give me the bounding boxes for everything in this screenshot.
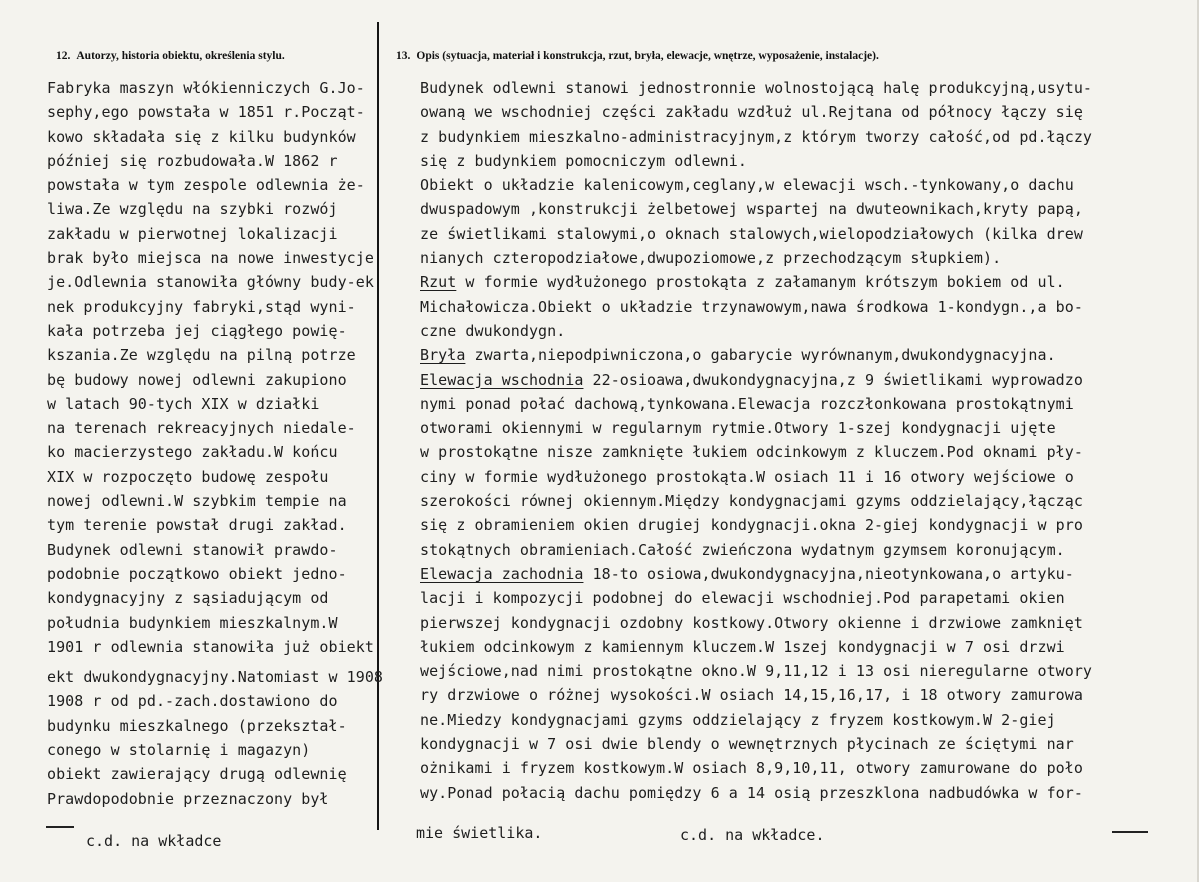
description-text: w formie wydłużonego prostokąta z załamanym krótszym bokiem od ul. bbox=[456, 273, 1065, 292]
description-text: się z obramieniem okien drugiej kondygnacji.okna 2-giej kondygnacji w pro bbox=[420, 516, 1083, 535]
section-12-number: 12. bbox=[56, 50, 71, 62]
history-line: kała potrzeba jej ciągłego powię- bbox=[47, 321, 347, 340]
history-line: południa budynkiem mieszkalnym.W bbox=[47, 613, 338, 632]
description-line bbox=[420, 343, 1190, 367]
description-text: wy.Ponad połacią dachu pomiędzy 6 a 14 osią przeszklona nadbudówka w for- bbox=[420, 783, 1083, 802]
description-text: ne.Miedzy kondygnacjami gzyms oddzielający z fryzem kostkowym.W 2-giej bbox=[420, 710, 1056, 729]
description-line bbox=[420, 76, 1190, 100]
history-line: podobnie początkowo obiekt jedno- bbox=[47, 564, 347, 583]
description-line bbox=[420, 246, 1190, 270]
section-12-heading bbox=[56, 50, 285, 62]
history-line: brak było miejsca na nowe inwestycje bbox=[47, 249, 374, 268]
description-line bbox=[420, 270, 1190, 294]
description-line bbox=[420, 756, 1190, 780]
history-line: Fabryka maszyn włókienniczych G.Jo- bbox=[47, 79, 365, 97]
description-text: czne dwukondygn. bbox=[420, 321, 566, 340]
right-continuation-note: c.d. na wkładce. bbox=[680, 826, 825, 844]
history-line: tym terenie powstał drugi zakład. bbox=[47, 516, 347, 535]
left-footer-rule bbox=[46, 826, 74, 828]
history-line: powstała w tym zespole odlewnia że- bbox=[47, 176, 365, 195]
description-line bbox=[420, 440, 1190, 464]
left-continuation-note: c.d. na wkładce bbox=[86, 832, 222, 850]
description-line bbox=[420, 708, 1190, 732]
history-line: później się rozbudowała.W 1862 r bbox=[47, 151, 338, 170]
section-label: Bryła bbox=[420, 346, 466, 365]
section-13-heading bbox=[396, 50, 879, 62]
description-line bbox=[420, 149, 1190, 173]
section-13-title: Opis (sytuacja, materiał i konstrukcja, rzut, bryła, elewacje, wnętrze, wyposażenie, instalacje). bbox=[416, 50, 879, 62]
history-line: ko macierzystego zakładu.W końcu bbox=[47, 443, 338, 462]
description-line bbox=[420, 611, 1190, 635]
history-line: 1901 r odlewnia stanowiła już obiekt bbox=[47, 637, 374, 656]
description-line bbox=[420, 100, 1190, 124]
history-line: kowo składała się z kilku budynków bbox=[47, 127, 356, 146]
history-line: obiekt zawierający drugą odlewnię bbox=[47, 765, 347, 784]
description-line bbox=[420, 416, 1190, 440]
history-line: kondygnacyjny z sąsiadującym od bbox=[47, 589, 329, 608]
description-text: ze świetlikami stalowymi,o oknach stalowych,wielopodziałowych (kilka drew bbox=[420, 224, 1083, 243]
section-label: Elewacja zachodnia bbox=[420, 564, 584, 583]
section-12-title: Autorzy, historia obiektu, określenia stylu. bbox=[76, 50, 285, 62]
description-line bbox=[420, 683, 1190, 707]
description-text: Budynek odlewni stanowi jednostronnie wolnostojącą halę produkcyjną,usytu- bbox=[420, 79, 1092, 97]
description-line bbox=[420, 586, 1190, 610]
description-line bbox=[420, 465, 1190, 489]
description-line bbox=[420, 125, 1190, 149]
description-line bbox=[420, 635, 1190, 659]
right-footer-rule bbox=[1112, 831, 1148, 833]
description-line bbox=[420, 392, 1190, 416]
description-text: się z budynkiem pomocniczym odlewni. bbox=[420, 151, 747, 170]
description-text: w prostokątne nisze zamknięte łukiem odcinkowym z kluczem.Pod oknami pły- bbox=[420, 443, 1083, 462]
description-line bbox=[420, 489, 1190, 513]
description-line bbox=[420, 319, 1190, 343]
history-line: na terenach rekreacyjnych niedale- bbox=[47, 419, 356, 438]
description-text: pierwszej kondygnacji ozdobny kostkowy.Otwory okienne i drzwiowe zamknięt bbox=[420, 613, 1083, 632]
history-line: nowej odlewni.W szybkim tempie na bbox=[47, 492, 347, 511]
description-text: Michałowicza.Obiekt o układzie trzynawowym,nawa środkowa 1-kondygn.,a bo- bbox=[420, 297, 1083, 316]
history-line: liwa.Ze względu na szybki rozwój bbox=[47, 200, 338, 219]
description-text: ciny w formie wydłużonego prostokąta.W osiach 11 i 16 otwory wejściowe o bbox=[420, 467, 1074, 486]
history-line: conego w stolarnię i magazyn) bbox=[47, 741, 311, 760]
history-column bbox=[47, 76, 387, 811]
history-line: kszania.Ze względu na pilną potrze bbox=[47, 346, 356, 365]
history-line: XIX w rozpoczęto budowę zespołu bbox=[47, 467, 329, 486]
description-text: szerokości równej okiennym.Między kondygnacjami gzyms oddzielający,łącząc bbox=[420, 492, 1083, 511]
history-line: zakładu w pierwotnej lokalizacji bbox=[47, 224, 338, 243]
description-text: otworami okiennymi w regularnym rytmie.Otwory 1-szej kondygnacji ujęte bbox=[420, 419, 1056, 438]
description-line bbox=[420, 538, 1190, 562]
description-text: z budynkiem mieszkalno-administracyjnym,z którym tworzy całość,od pd.łączy bbox=[420, 127, 1092, 146]
description-line bbox=[420, 513, 1190, 537]
description-text: stokątnych obramieniach.Całość zwieńczona wydatnym gzymsem koronującym. bbox=[420, 540, 1065, 559]
description-line bbox=[420, 781, 1190, 805]
description-text: łukiem odcinkowym z kamiennym kluczem.W 1szej kondygnacji w 7 osi drzwi bbox=[420, 637, 1065, 656]
description-text: nymi ponad połać dachową,tynkowana.Elewacja rozczłonkowana prostokątnymi bbox=[420, 394, 1074, 413]
history-line: nek produkcyjny fabryki,stąd wyni- bbox=[47, 297, 356, 316]
history-line: 1908 r od pd.-zach.dostawiono do bbox=[47, 692, 338, 711]
history-line: w latach 90-tych XIX w działki bbox=[47, 394, 320, 413]
description-text: dwuspadowym ,konstrukcji żelbetowej wspartej na dwuteownikach,kryty papą, bbox=[420, 200, 1083, 219]
history-line: Prawdopodobnie przeznaczony był bbox=[47, 789, 329, 808]
description-line bbox=[420, 197, 1190, 221]
description-text: ry drzwiowe o różnej wysokości.W osiach 14,15,16,17, i 18 otwory zamurowa bbox=[420, 686, 1083, 705]
history-line: je.Odlewnia stanowiła główny budy-ek bbox=[47, 273, 374, 292]
history-line: bę budowy nowej odlewni zakupiono bbox=[47, 370, 347, 389]
description-text: 18-to osiowa,dwukondygnacyjna,nieotynkowana,o artyku- bbox=[583, 564, 1074, 583]
description-line bbox=[420, 732, 1190, 756]
description-line bbox=[420, 368, 1190, 392]
history-line: Budynek odlewni stanowił prawdo- bbox=[47, 540, 338, 559]
description-text: Obiekt o układzie kalenicowym,ceglany,w elewacji wsch.-tynkowany,o dachu bbox=[420, 176, 1074, 195]
history-line: budynku mieszkalnego (przekształ- bbox=[47, 716, 347, 735]
description-text: nianych czteropodziałowe,dwupoziomowe,z przechodzącym słupkiem). bbox=[420, 249, 1002, 268]
description-line bbox=[420, 659, 1190, 683]
description-line bbox=[420, 562, 1190, 586]
description-line bbox=[420, 295, 1190, 319]
description-line bbox=[420, 173, 1190, 197]
section-13-number: 13. bbox=[396, 50, 411, 62]
description-text: lacji i kompozycji podobnej do elewacji wschodniej.Pod parapetami okien bbox=[420, 589, 1065, 608]
section-label: Rzut bbox=[420, 273, 457, 292]
description-text: zwarta,niepodpiwniczona,o gabarycie wyrównanym,dwukondygnacyjna. bbox=[465, 346, 1056, 365]
description-line bbox=[420, 222, 1190, 246]
description-last-line: mie świetlika. bbox=[416, 824, 543, 842]
description-text: kondygnacji w 7 osi dwie blendy o wewnętrznych płycinach ze ściętymi nar bbox=[420, 735, 1074, 754]
section-label: Elewacja wschodnia bbox=[420, 370, 584, 389]
description-text: ożnikami i fryzem kostkowym.W osiach 8,9,10,11, otwory zamurowane do poło bbox=[420, 759, 1083, 778]
description-text: owaną we wschodniej części zakładu wzdłuż ul.Rejtana od północy łączy się bbox=[420, 103, 1083, 122]
history-line: sephy,ego powstała w 1851 r.Począt- bbox=[47, 103, 365, 122]
history-line: ekt dwukondygnacyjny.Natomiast w 1908 bbox=[47, 668, 383, 687]
description-column bbox=[420, 76, 1190, 805]
description-text: 22-osioawa,dwukondygnacyjna,z 9 świetlikami wyprowadzo bbox=[583, 370, 1083, 389]
description-text: wejściowe,nad nimi prostokątne okno.W 9,11,12 i 13 osi nieregularne otwory bbox=[420, 662, 1092, 681]
